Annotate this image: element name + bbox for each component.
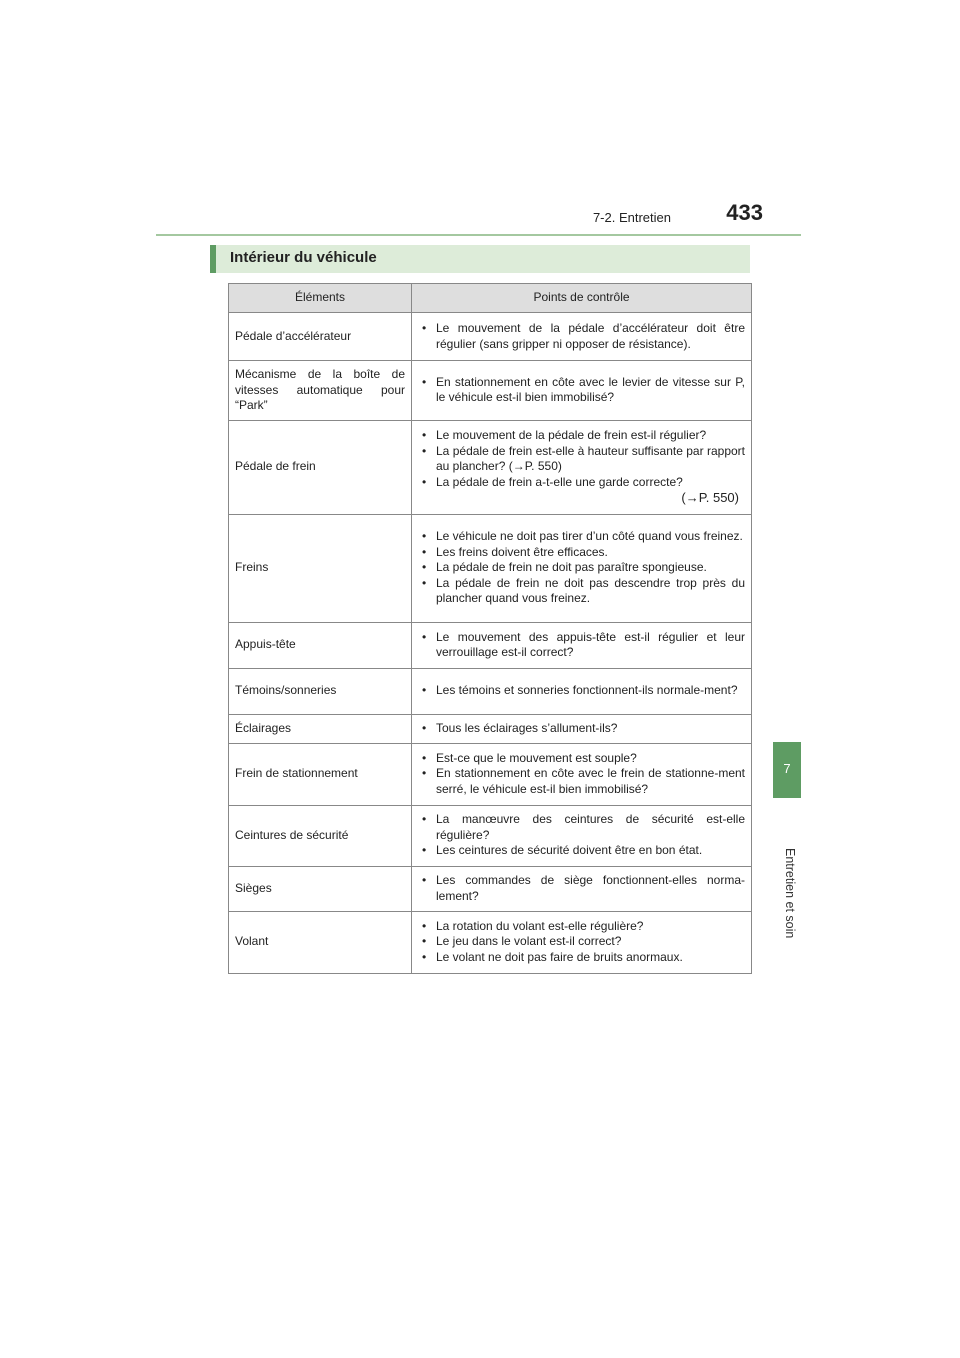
table-row <box>229 668 752 714</box>
row-element: Sièges <box>229 866 412 911</box>
check-point: • Est-ce que le mouvement est souple? <box>418 751 745 767</box>
row-element: Éclairages <box>229 714 412 743</box>
table-row <box>229 714 752 743</box>
column-header-checkpoints: Points de contrôle <box>412 284 752 313</box>
header-rule <box>156 234 801 236</box>
check-point: • Le mouvement de la pédale de frein est-il régulier? <box>418 428 745 444</box>
check-point: • Les commandes de siège fonctionnent-elles norma-lement? <box>418 873 745 904</box>
row-element: Pédale d’accélérateur <box>229 313 412 361</box>
check-point: • Le volant ne doit pas faire de bruits anormaux. <box>418 950 745 966</box>
row-points <box>412 361 752 421</box>
table-row <box>229 514 752 622</box>
chapter-label-text: Entretien et soin <box>783 848 797 939</box>
check-point: • Les freins doivent être efficaces. <box>418 545 745 561</box>
row-points <box>412 420 752 514</box>
table-header-row <box>229 284 752 313</box>
row-element: Pédale de frein <box>229 420 412 514</box>
check-point: • Le véhicule ne doit pas tirer d’un côté quand vous freinez. <box>418 529 745 545</box>
check-point: • Tous les éclairages s’allument-ils? <box>418 721 745 737</box>
check-point: • La pédale de frein ne doit pas descendre trop près du plancher quand vous freinez. <box>418 576 745 607</box>
check-point: • En stationnement en côte avec le frein de stationne-ment serré, le véhicule est-il bien immobilisé? <box>418 766 745 797</box>
page-header <box>156 198 801 238</box>
row-element: Freins <box>229 514 412 622</box>
row-points <box>412 866 752 911</box>
column-header-elements: Éléments <box>229 284 412 313</box>
check-point: • Les ceintures de sécurité doivent être en bon état. <box>418 843 745 859</box>
chapter-label <box>777 848 797 939</box>
check-point: • La pédale de frein ne doit pas paraître spongieuse. <box>418 560 745 576</box>
table-row <box>229 313 752 361</box>
row-points <box>412 313 752 361</box>
row-points <box>412 714 752 743</box>
row-element: Ceintures de sécurité <box>229 805 412 866</box>
table-row <box>229 420 752 514</box>
inspection-table <box>228 283 752 974</box>
check-point: • La rotation du volant est-elle régulière? <box>418 919 745 935</box>
row-element: Frein de stationnement <box>229 743 412 805</box>
check-point: • Le mouvement des appuis-tête est-il régulier et leur verrouillage est-il correct? <box>418 630 745 661</box>
row-points <box>412 911 752 973</box>
row-points <box>412 805 752 866</box>
row-points <box>412 622 752 668</box>
row-points <box>412 668 752 714</box>
check-point: • La manœuvre des ceintures de sécurité est-elle régulière? <box>418 812 745 843</box>
check-point: • La pédale de frein a-t-elle une garde correcte? <box>418 475 745 491</box>
table-row <box>229 622 752 668</box>
chapter-number: 7 <box>783 761 791 776</box>
table-row <box>229 805 752 866</box>
row-points <box>412 743 752 805</box>
check-point: • Le jeu dans le volant est-il correct? <box>418 934 745 950</box>
table-row <box>229 743 752 805</box>
row-element: Témoins/sonneries <box>229 668 412 714</box>
table-row <box>229 911 752 973</box>
check-point: • Les témoins et sonneries fonctionnent-ils normale-ment? <box>418 683 745 699</box>
row-points <box>412 514 752 622</box>
check-point: • La pédale de frein est-elle à hauteur suffisante par rapport au plancher? (→P. 550) <box>418 444 745 475</box>
table-row <box>229 361 752 421</box>
check-point: • Le mouvement de la pédale d’accélérateur doit être régulier (sans gripper ni opposer de résistance). <box>418 321 745 352</box>
section-heading <box>210 245 750 273</box>
row-element: Appuis-tête <box>229 622 412 668</box>
table-row <box>229 866 752 911</box>
row-element: Volant <box>229 911 412 973</box>
page-reference[interactable]: (→P. 550) <box>681 490 739 506</box>
chapter-tab[interactable] <box>773 742 801 798</box>
page-number: 433 <box>726 200 763 225</box>
header-section-title: 7-2. Entretien <box>592 210 671 225</box>
check-point: • En stationnement en côte avec le levier de vitesse sur P, le véhicule est-il bien immobilisé? <box>418 375 745 406</box>
row-element: Mécanisme de la boîte de vitesses automatique pour “Park” <box>229 361 412 421</box>
section-title: Intérieur du véhicule <box>230 249 377 266</box>
